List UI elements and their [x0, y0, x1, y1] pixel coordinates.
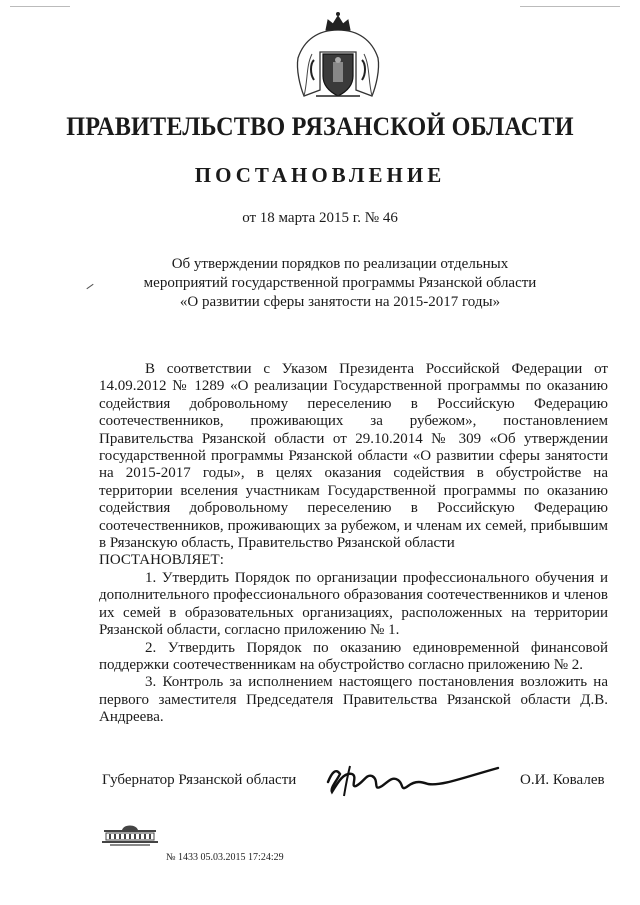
decree-item: 3. Контроль за исполнением настоящего постановления возложить на первого заместителя Председателя Правительства Рязанской области Д.В. Андреева. [99, 674, 608, 726]
building-logo-icon [100, 822, 160, 848]
handwritten-signature [322, 752, 502, 800]
subject-line: «О развитии сферы занятости на 2015-2017 годы» [179, 294, 501, 310]
preamble-paragraph: В соответствии с Указом Президента Российской Федерации от 14.09.2012 № 1289 «О реализации Государственной программы по оказанию содействия добровольному переселению в Российскую Федерацию соотечественников, проживающих за рубежом», постановлением Правительства Рязанской области от 29.10.2014 № 309 «Об утверждении государственной программы Рязанской области «О развитии сферы занятости на 2015-2017 годы», в целях оказания содействия в обустройстве на территории вселения участникам Государственной программы по оказанию содействия добровольному переселению в Российскую Федерацию соотечественников, проживающих за рубежом, и членам их семей, прибывшим в Рязанскую область, Правительство Рязанской области [99, 361, 608, 552]
signatory-name: О.И. Ковалев [520, 772, 605, 788]
coat-of-arms-icon [290, 10, 386, 102]
decree-item: 2. Утвердить Порядок по оказанию единовременной финансовой поддержки соотечественникам на обустройство согласно приложению № 2. [99, 639, 608, 673]
document-date-number: от 18 марта 2015 г. № 46 [242, 210, 398, 226]
signatory-title: Губернатор Рязанской области [102, 772, 297, 788]
decree-item: 1. Утвердить Порядок по организации профессионального обучения и дополнительного профессионального образования соотечественников и членов их семей в образовательных организациях, расположенных на территории Рязанской области, согласно приложению № 1. [99, 569, 608, 639]
document-body [99, 361, 608, 727]
document-type: ПОСТАНОВЛЕНИЕ [194, 163, 446, 187]
government-title: ПРАВИТЕЛЬСТВО РЯЗАНСКОЙ ОБЛАСТИ [66, 112, 574, 141]
subject-line: Об утверждении порядков по реализации отдельных [171, 256, 509, 272]
document-subject [100, 255, 580, 312]
registration-code: № 1433 05.03.2015 17:24:29 [166, 852, 284, 863]
subject-line: мероприятий государственной программы Рязанской области [143, 275, 537, 291]
scan-mark-right [520, 6, 620, 7]
pen-mark [86, 284, 93, 289]
decree-word: ПОСТАНОВЛЯЕТ: [99, 552, 224, 569]
scan-mark-left [10, 6, 70, 7]
